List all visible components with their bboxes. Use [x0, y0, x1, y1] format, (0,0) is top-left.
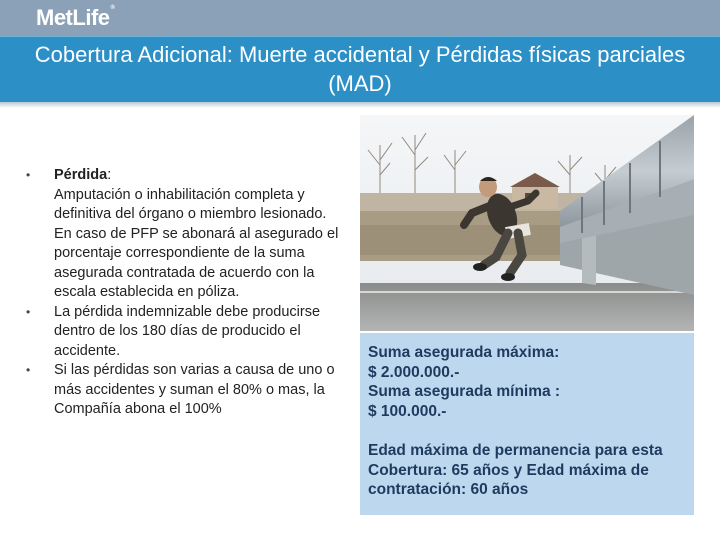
age-limits-text: Edad máxima de permanencia para esta Cobertura: 65 años y Edad máxima de contratación: 60 años — [368, 442, 663, 498]
trademark-mark: ® — [110, 5, 115, 11]
title-shadow — [0, 102, 720, 108]
bullet-text: La pérdida indemnizable debe producirse dentro de los 180 días de producido el accidente. — [54, 303, 321, 359]
accident-photo — [360, 115, 694, 331]
coverage-info-box — [360, 333, 694, 515]
bullet-icon: • — [26, 363, 31, 377]
slide-title: Cobertura Adicional: Muerte accidental y Pérdidas físicas parciales (MAD) — [34, 42, 686, 96]
max-sum-value: $ 2.000.000.- — [368, 363, 460, 381]
max-sum-label: Suma asegurada máxima: — [368, 344, 560, 361]
photo-person-jumping-icon — [360, 115, 694, 331]
bullet-text: Amputación o inhabilitación completa y definitiva del órgano o miembro lesionado. En caso de PFP se abonará al asegurado el porcentaje correspondiente de la suma asegurada contratada de acuerdo con la escala establecida en póliza. — [54, 186, 339, 300]
bullet-item-loss — [26, 166, 346, 303]
bullet-item-period — [26, 303, 346, 362]
spacer — [368, 421, 686, 441]
metlife-logo — [36, 5, 114, 31]
bullet-icon: • — [26, 304, 31, 319]
min-sum-value: $ 100.000.- — [368, 402, 447, 420]
top-bar — [0, 0, 720, 36]
min-sum-label: Suma asegurada mínima : — [368, 383, 561, 400]
bullet-list — [26, 166, 346, 420]
bullet-item-multiple — [26, 361, 346, 420]
bullet-term-suffix: : — [107, 167, 112, 183]
logo-text: MetLife — [36, 5, 110, 30]
bullet-text: Si las pérdidas son varias a causa de uno o más accidentes y suman el 80% o mas, la Compañía abona el 100% — [54, 362, 335, 417]
bullet-term: Pérdida — [54, 167, 108, 183]
bullet-icon: • — [26, 168, 31, 182]
